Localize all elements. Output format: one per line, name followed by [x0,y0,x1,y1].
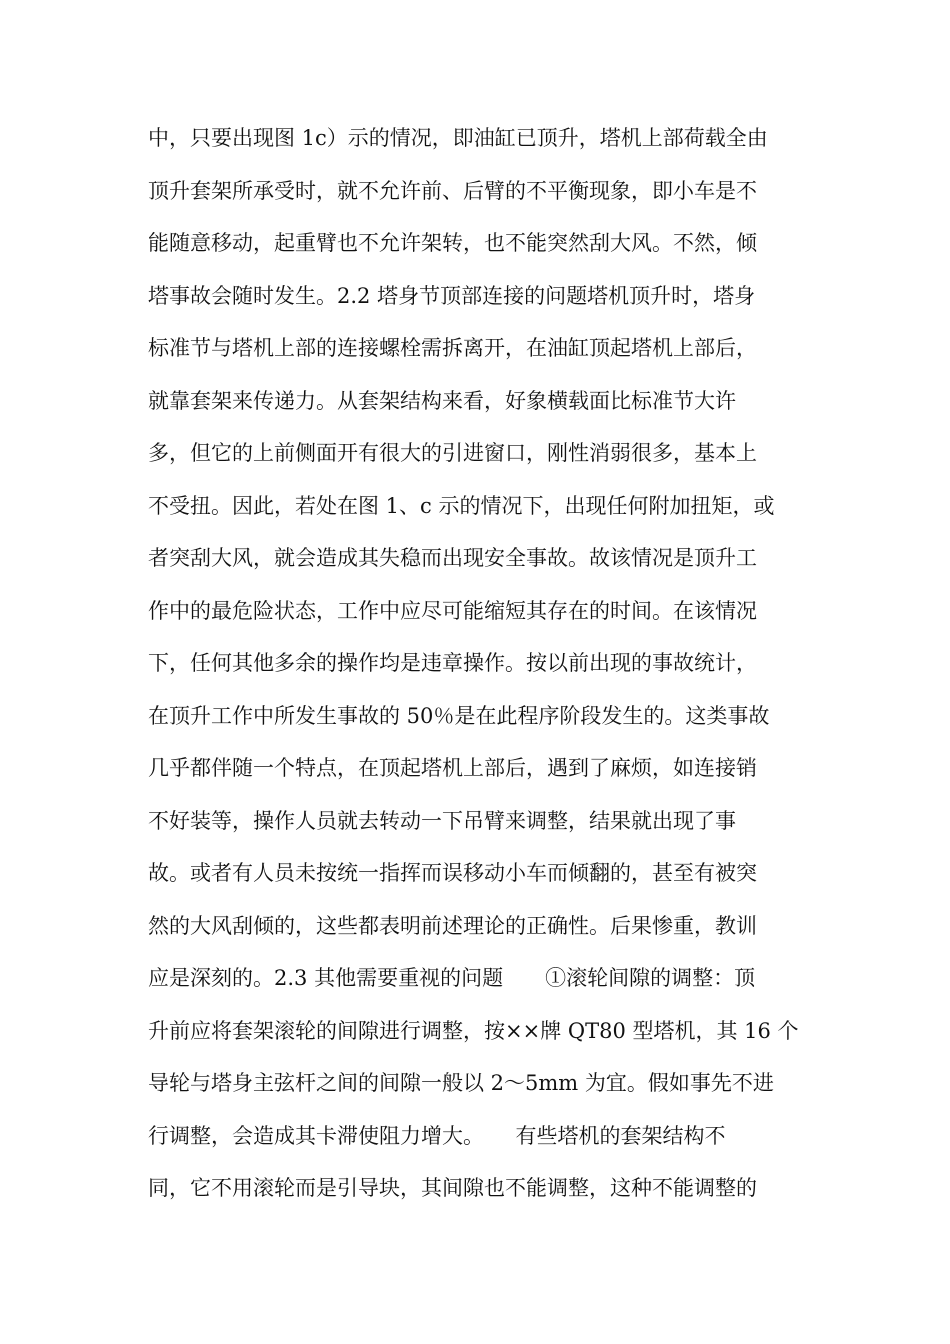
text-line: 者突刮大风，就会造成其失稳而出现安全事故。故该情况是顶升工 [148,546,757,570]
text-line: 几乎都伴随一个特点，在顶起塔机上部后，遇到了麻烦，如连接销 [148,756,757,780]
text-line: 下，任何其他多余的操作均是违章操作。按以前出现的事故统计， [148,651,757,675]
text-line: 标准节与塔机上部的连接螺栓需拆离开，在油缸顶起塔机上部后， [148,336,757,360]
text-line: 就靠套架来传递力。从套架结构来看，好象横载面比标准节大许 [148,388,736,413]
text-line: 升前应将套架滚轮的间隙进行调整，按××牌 QT80 型塔机，其 16 个 [148,1018,799,1043]
text-line: 行调整，会造成其卡滞使阻力增大。 有些塔机的套架结构不 [148,1123,726,1148]
text-line: 多，但它的上前侧面开有很大的引进窗口，刚性消弱很多，基本上 [148,441,757,465]
text-line: 在顶升工作中所发生事故的 50％是在此程序阶段发生的。这类事故 [148,703,770,728]
text-line: 中，只要出现图 1c）示的情况，即油缸已顶升，塔机上部荷载全由 [148,126,768,150]
text-line: 不好装等，操作人员就去转动一下吊臂来调整，结果就出现了事 [148,808,736,833]
text-line: 不受扭。因此，若处在图 1、c 示的情况下，出现任何附加扭矩，或 [148,493,775,518]
text-line: 故。或者有人员未按统一指挥而误移动小车而倾翻的，甚至有被突 [148,861,757,885]
text-line: 塔事故会随时发生。2.2 塔身节顶部连接的问题塔机顶升时，塔身 [148,283,756,308]
text-line: 同，它不用滚轮而是引导块，其间隙也不能调整，这种不能调整的 [148,1176,757,1200]
text-line: 应是深刻的。2.3 其他需要重视的问题 ①滚轮间隙的调整：顶 [148,966,756,990]
text-line: 作中的最危险状态，工作中应尽可能缩短其存在的时间。在该情况 [148,598,757,623]
text-line: 能随意移动，起重臂也不允许架转，也不能突然刮大风。不然，倾 [148,231,757,255]
text-line: 导轮与塔身主弦杆之间的间隙一般以 2～5mm 为宜。假如事先不进 [148,1071,774,1095]
body-text [148,120,813,1223]
text-line: 顶升套架所承受时，就不允许前、后臂的不平衡现象，即小车是不 [148,178,757,203]
text-line: 然的大风刮倾的，这些都表明前述理论的正确性。后果惨重，教训 [148,913,757,938]
